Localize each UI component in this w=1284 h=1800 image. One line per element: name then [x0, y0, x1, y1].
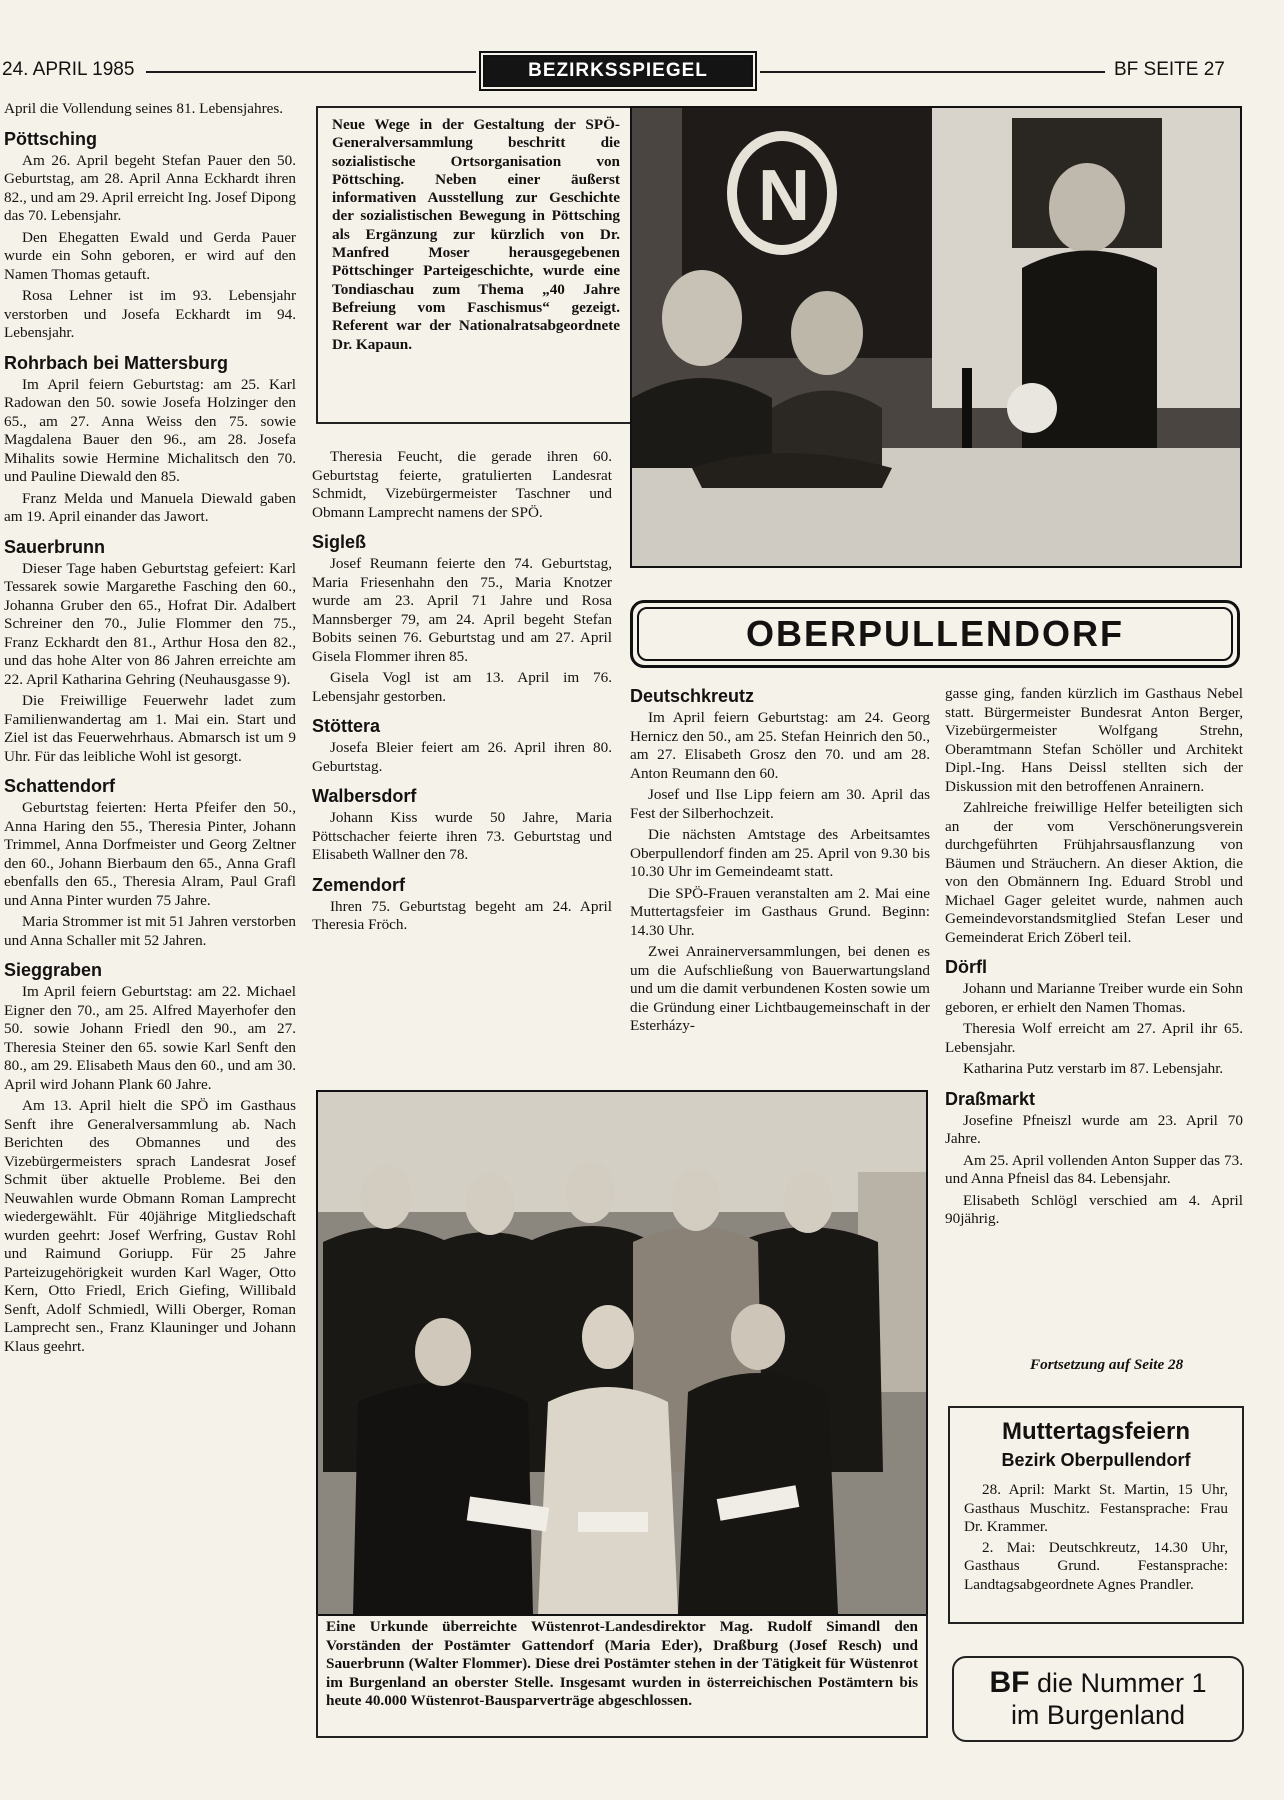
paragraph: Josefine Pfneiszl wurde am 23. April 70 Jahre. [945, 1111, 1243, 1147]
paragraph: Im April feiern Geburtstag: am 22. Michael Eigner den 70., am 25. Alfred Mayerhofer den 50. sowie Johann Friedl den 90., am 27. Theresia Steiner den 65. sowie Karl Senft den 80., am 29. Elisabeth Maus den 60., und am 30. April wird Johann Plank 60 Jahre. [4, 983, 296, 1093]
paragraph: Johann Kiss wurde 50 Jahre, Maria Pöttschacher feierte ihren 73. Geburtstag und Elisabeth Wallner den 78. [312, 809, 612, 863]
muttertag-title: Muttertagsfeiern [1001, 1418, 1191, 1445]
paragraph: Am 13. April hielt die SPÖ im Gasthaus Senft ihre Generalversammlung ab. Nach Berichten des Obmannes und des Vizebürgermeisters sprach Landesrat Josef Schmit über aktuelle Probleme. Bei den Neuwahlen wurde Obmann Roman Lamprecht wiedergewählt. Für 40jährige Mitgliedschaft wurden geehrt: Josef Werfring, Gustav Rohl und Raimund Goriupp. Für 25 Jahre Parteizugehörigkeit wurden Karl Wager, Otto Kern, Otto Friedl, Erich Giefing, Willibald Senft, Adolf Schmiedl, Willi Oberger, Roman Lamprecht sen., Franz Klauninger und Johann Klaus geehrt. [4, 1097, 296, 1355]
paragraph: Am 25. April vollenden Anton Supper das 73. und Anna Pfneisl das 84. Lebensjahr. [945, 1151, 1243, 1187]
paragraph: Franz Melda und Manuela Diewald gaben am 19. April einander das Jawort. [4, 489, 296, 525]
heading-schattendorf: Schattendorf [4, 776, 116, 796]
region-banner-title: OBERPULLENDORF [637, 607, 1233, 661]
heading-rohrbach: Rohrbach bei Mattersburg [4, 352, 229, 373]
paragraph: Am 26. April begeht Stefan Pauer den 50. Geburtstag, am 28. April Anna Eckhardt ihren 82., und am 29. April erreicht Ing. Josef Dipong das 70. Lebensjahr. [4, 151, 296, 224]
paragraph: Im April feiern Geburtstag: am 25. Karl Radowan den 50. sowie Josefa Holzinger den 65., am 27. Anna Weiss den 75. sowie Magdalena Bauer den 96., am 28. Josefa Mihalits sowie Hermine Michalitsch den 70. und Pauline Diewald den 85. [4, 375, 296, 485]
heading-sigless: Sigleß [312, 532, 367, 552]
photo-info-box: Neue Wege in der Gestaltung der SPÖ-Generalversammlung beschritt die sozialistische Ortsorganisation von Pöttsching. Neben einer äußerst informativen Ausstellung zur Geschichte der sozialistischen Bewegung in Pöttsching als Ergänzung zur kürzlich von Dr. Manfred Moser herausgegebenen Pöttschinger Parteigeschichte, wurde eine Tondiaschau zum Thema „40 Jahre Befreiung vom Faschismus“ gezeigt. Referent war der Nationalratsabgeordnete Dr. Kapaun. [316, 106, 632, 424]
bf-logo: BF [989, 1666, 1030, 1699]
paragraph: Zahlreiche freiwillige Helfer beteiligten sich an der vom Verschönerungsverein durchgeführten Frühjahrsausflanzung von Bäumen und Sträuchern. An dieser Aktion, die von den Obmännern Ing. Eduard Strobl und Michael Gager geleitet wurde, nahmen auch Gemeindevorstandsmitglied Stefan Leser und Gemeinderat Erich Zöberl teil. [945, 799, 1243, 946]
photo-caption: Eine Urkunde überreichte Wüstenrot-Landesdirektor Mag. Rudolf Simandl den Vorständen der Postämter Gattendorf (Maria Eder), Draßburg (Josef Resch) und Sauerbrunn (Walter Flommer). Diese drei Postämter stehen in der Tätigkeit für Wüstenrot im Burgenland an oberster Stelle. Insgesamt wurden in österreichischen Postämtern bis heute 40.000 Wüstenrot-Bausparverträge abgeschlossen. [316, 1614, 928, 1738]
heading-poettsching: Pöttsching [4, 128, 97, 149]
paragraph: gasse ging, fanden kürzlich im Gasthaus Nebel statt. Bürgermeister Bundesrat Anton Berger, Vizebürgermeister Wolfgang Strehn, Oberamtmann Stefan Schöller und Architekt Dipl.-Ing. Hans Deissl stellten sich der Diskussion mit den betroffenen Anrainern. [945, 685, 1243, 795]
paragraph: Die Freiwillige Feuerwehr ladet zum Familienwandertag am 1. Mai ein. Start und Ziel ist das Feuerwehrhaus. Abmarsch ist um 9 Uhr. Für das leibliche Wohl ist gesorgt. [4, 692, 296, 765]
paragraph: Maria Strommer ist mit 51 Jahren verstorben und Anna Schaller mit 52 Jahren. [4, 913, 296, 949]
column-2 [312, 448, 612, 1088]
paragraph: April die Vollendung seines 81. Lebensjahres. [4, 100, 284, 117]
flag-letter: N [758, 156, 810, 236]
paragraph: Josef und Ilse Lipp feiern am 30. April das Fest der Silberhochzeit. [630, 786, 930, 822]
paragraph: Theresia Feucht, die gerade ihren 60. Geburtstag feierte, gratulierten Landesrat Schmidt, Vizebürgermeister Taschner und Obmann Lamprecht namens der SPÖ. [312, 448, 612, 521]
issue-date: 24. APRIL 1985 [2, 59, 135, 80]
heading-drassmarkt: Draßmarkt [945, 1088, 1036, 1109]
paragraph: 28. April: Markt St. Martin, 15 Uhr, Gasthaus Muschitz. Festansprache: Frau Dr. Krammer. [964, 1481, 1228, 1535]
continued-note: Fortsetzung auf Seite 28 [1030, 1356, 1184, 1373]
paragraph: Johann und Marianne Treiber wurde ein Sohn geboren, er erhielt den Namen Thomas. [945, 980, 1243, 1016]
bf-promo [952, 1656, 1244, 1742]
promo-line-1: die Nummer 1 [1036, 1668, 1207, 1698]
paragraph: Theresia Wolf erreicht am 27. April ihr 65. Lebensjahr. [945, 1020, 1243, 1056]
region-banner [630, 600, 1240, 668]
paragraph: Josefa Bleier feiert am 26. April ihren 80. Geburtstag. [312, 739, 612, 775]
paragraph: Elisabeth Schlögl verschied am 4. April 90jährig. [945, 1191, 1243, 1227]
photo-wuestenrot-group [316, 1090, 928, 1616]
paragraph: Ihren 75. Geburtstag begeht am 24. April Theresia Fröch. [312, 897, 612, 933]
heading-sieggraben: Sieggraben [4, 960, 103, 980]
paragraph: Josef Reumann feierte den 74. Geburtstag, Maria Friesenhahn den 75., Maria Knotzer wurde am 23. April 71 Jahre und Rosa Mannsberger 79, am 24. April begeht Stefan Bobits seinen 76. Geburtstag und am 27. April Gisela Flommer ihren 85. [312, 555, 612, 665]
paragraph: Dieser Tage haben Geburtstag gefeiert: Karl Tessarek sowie Margarethe Fasching den 60., Johanna Gruber den 65., Hofrat Dir. Adalbert Schreiner den 70., Julie Flommer den 75., Franz Eckhardt den 81., Arthur Hosa den 82., und das hohe Alter von 86 Jahren erreichte am 22. April Katharina Gehring (Neuhausgasse 9). [4, 559, 296, 688]
promo-line-2: im Burgenland [1010, 1700, 1186, 1730]
paragraph: Katharina Putz verstarb im 87. Lebensjahr. [963, 1060, 1224, 1077]
header-rule-right [760, 71, 1105, 73]
paragraph: Gisela Vogl ist am 13. April im 76. Lebensjahr gestorben. [312, 669, 612, 705]
paragraph: Rosa Lehner ist im 93. Lebensjahr verstorben und Josefa Eckhardt im 94. Lebensjahr. [4, 287, 296, 341]
section-title: BEZIRKSSPIEGEL [483, 55, 753, 87]
header-rule-left [146, 71, 476, 73]
paragraph: Geburtstag feierten: Herta Pfeifer den 50., Anna Haring den 55., Theresia Pinter, Johann Trimmel, Anna Dorfmeister und Georg Zeltner den 60., Johann Bierbaum den 65., Anna Grafl ebenfalls den 65., Theresia Alram, Paul Grafl und Anna Pinter wurden 75 Jahre. [4, 799, 296, 909]
muttertag-box [948, 1406, 1244, 1624]
column-3 [630, 685, 930, 1085]
paragraph: Im April feiern Geburtstag: am 24. Georg Hernicz den 50., am 25. Stefan Heinrich den 50., am 27. Elisabeth Grosz den 70. und am 28. Anton Reumann den 60. [630, 709, 930, 782]
heading-doerfl: Dörfl [945, 957, 987, 977]
paragraph: Die SPÖ-Frauen veranstalten am 2. Mai eine Muttertagsfeier im Gasthaus Grund. Beginn: 14.30 Uhr. [630, 884, 930, 939]
heading-stoettera: Stöttera [312, 716, 381, 736]
column-4 [945, 685, 1243, 1375]
muttertag-subtitle: Bezirk Oberpullendorf [1001, 1450, 1191, 1470]
paragraph: 2. Mai: Deutschkreutz, 14.30 Uhr, Gasthaus Grund. Festansprache: Landtagsabgeordnete Agnes Prandler. [964, 1538, 1228, 1593]
heading-sauerbrunn: Sauerbrunn [4, 536, 106, 557]
page-number: BF SEITE 27 [1114, 59, 1225, 80]
heading-deutschkreutz: Deutschkreutz [630, 686, 755, 706]
column-1 [4, 100, 296, 1770]
paragraph: Den Ehegatten Ewald und Gerda Pauer wurde ein Sohn geboren, er wird auf den Namen Thomas getauft. [4, 228, 296, 283]
heading-walbersdorf: Walbersdorf [312, 786, 417, 806]
photo-spoe-meeting [630, 106, 1242, 568]
paragraph: Die nächsten Amtstage des Arbeitsamtes Oberpullendorf finden am 25. April von 9.30 bis 10.30 Uhr im Gemeindeamt statt. [630, 826, 930, 880]
heading-zemendorf: Zemendorf [312, 874, 406, 895]
paragraph: Zwei Anrainerversammlungen, bei denen es um die Aufschließung von Bauerwartungsland und um die damit verbundenen Kosten sowie um die Gründung einer Lichtbaugemeinschaft in der Esterházy- [630, 943, 930, 1034]
